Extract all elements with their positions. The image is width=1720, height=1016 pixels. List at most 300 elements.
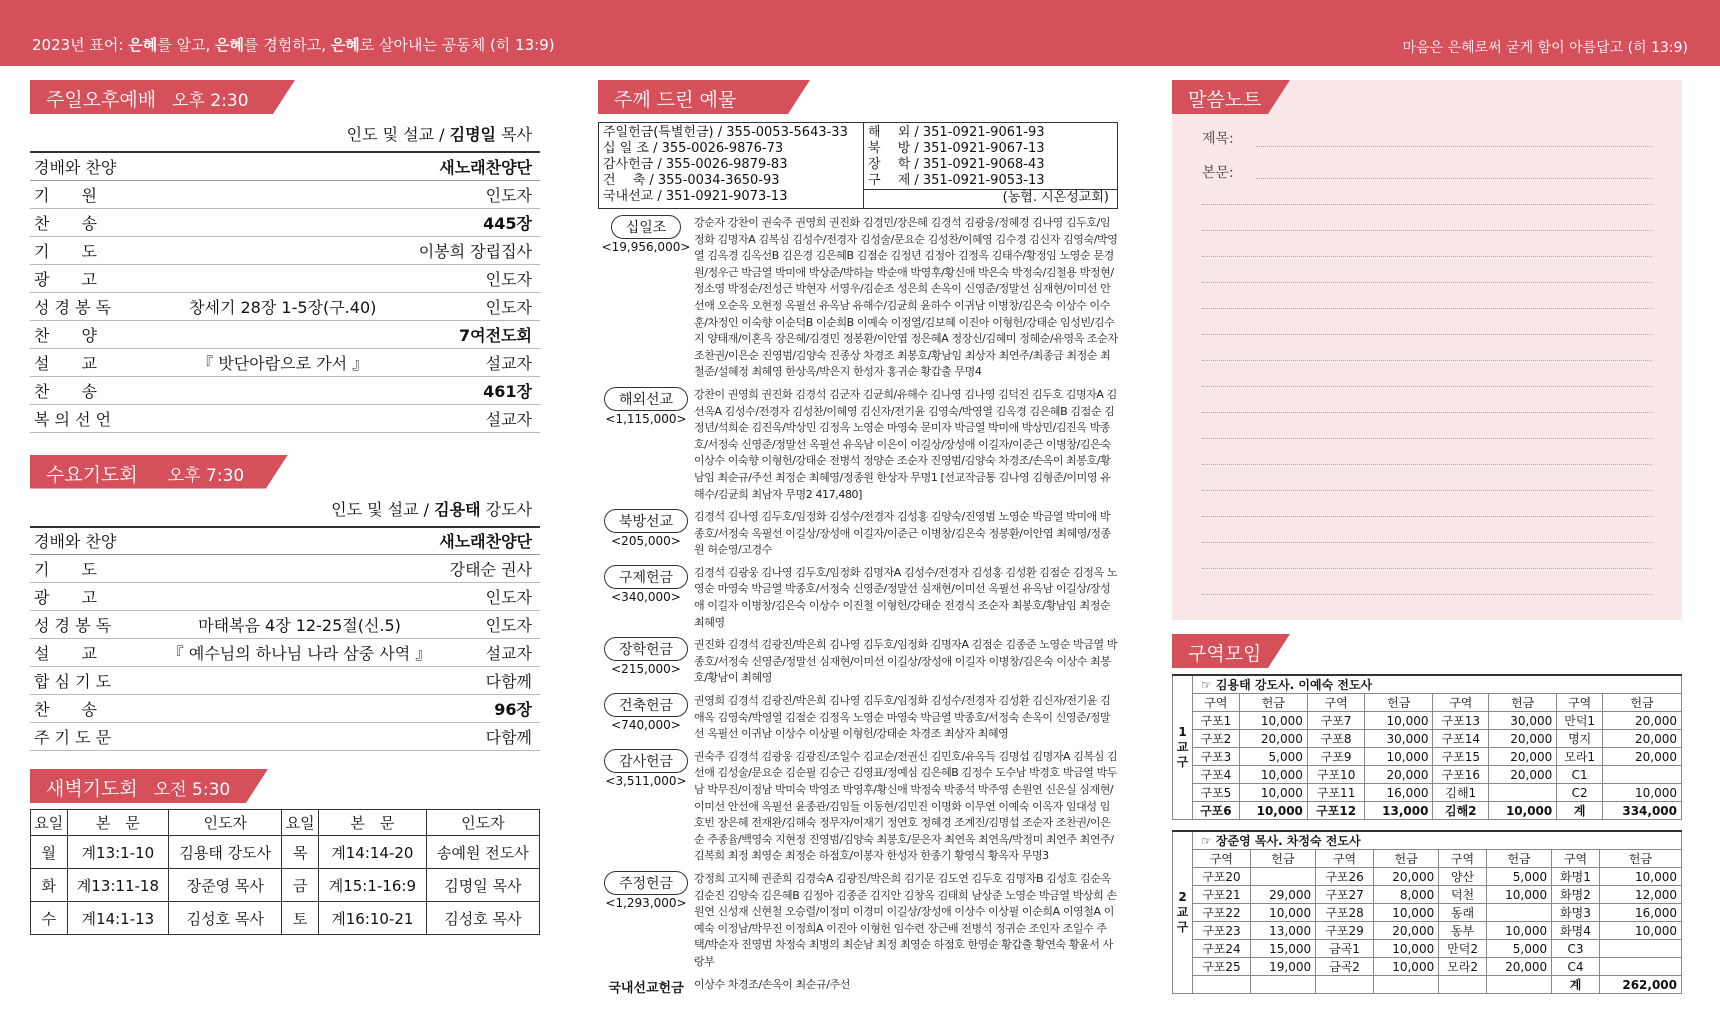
district-cell: 구포26: [1316, 868, 1374, 886]
offering-item: [598, 749, 1118, 865]
district-cell: 만덕1: [1557, 712, 1603, 730]
order-item: 기 원: [30, 180, 170, 208]
wednesday-order: [30, 526, 540, 752]
district-cell: 만덕2: [1439, 940, 1487, 958]
district-row: [1173, 922, 1682, 940]
order-item: 광 고: [30, 264, 170, 292]
order-row: [30, 292, 540, 320]
dawn-header: 새벽기도회 오전 5:30: [30, 769, 540, 803]
district-cell: 구포16: [1433, 766, 1489, 784]
dawn-cell: 월: [31, 836, 68, 869]
dawn-schedule: [30, 809, 540, 935]
bank-name: (농협. 시온성교회): [864, 189, 1117, 206]
offering-type: 구제헌금: [604, 565, 688, 589]
district-cell: 금곡2: [1316, 958, 1374, 976]
note-line: [1202, 464, 1652, 465]
dawn-cell: 김명일 목사: [426, 869, 539, 902]
district-cell: 30,000: [1365, 730, 1433, 748]
district-cell: 구포12: [1307, 802, 1364, 820]
order-person-text: 인도자: [485, 297, 532, 317]
district-cell: 구포8: [1307, 730, 1364, 748]
district-cell: [1486, 976, 1551, 994]
account-line: 십 일 조 / 355-0026-9876-73: [603, 141, 784, 156]
order-person-text: 인도자: [485, 616, 532, 635]
order-row: [30, 583, 540, 611]
offering-names: 김경석 김광웅 김나영 김두호/임정화 김명자A 김성수/전경자 김성홍 김성환 김점순 김정옥 노영순 마영숙 박금열 박종호/서정숙 신영준/정말선 심재현/이미선 옥필선 유옥남 이길상/장성애 이길자 이병창/김은숙 이상수 이진철 이형헌/강태순 전경식 조순자 최봉호/황남임 최정순 최혜영: [694, 565, 1118, 629]
district-row: [1173, 976, 1682, 994]
order-row: [30, 376, 540, 404]
district-row: [1173, 712, 1682, 730]
district-col-header: 헌금: [1603, 694, 1682, 712]
district-cell: 구포15: [1433, 748, 1489, 766]
order-person-text: 96장: [494, 700, 532, 719]
district-cell: 덕천: [1439, 886, 1487, 904]
district-col-header: 헌금: [1486, 850, 1551, 868]
district-cell: 16,000: [1599, 904, 1681, 922]
order-item: 경배와 찬양: [30, 527, 164, 555]
district-cell: [1489, 784, 1557, 802]
order-row: [30, 348, 540, 376]
dawn-col-header: 인도자: [426, 810, 539, 836]
order-detail: [170, 404, 395, 432]
district-cell: 13,000: [1250, 922, 1315, 940]
district-row: [1173, 748, 1682, 766]
district-cell: [1193, 976, 1251, 994]
account-line: 해 외 / 351-0921-9061-93: [868, 125, 1045, 140]
district-cell: 20,000: [1365, 766, 1433, 784]
district-cell: 동부: [1439, 922, 1487, 940]
district-row: [1173, 802, 1682, 820]
district-col-header: 구역: [1193, 694, 1240, 712]
dawn-col-header: 요일: [282, 810, 319, 836]
district-col-header: 헌금: [1365, 694, 1433, 712]
district-cell: 334,000: [1603, 802, 1682, 820]
order-row: [30, 180, 540, 208]
offering-label: [598, 637, 694, 687]
district-cell: 13,000: [1365, 802, 1433, 820]
sunday-header: 주일오후예배 오후 2:30: [30, 80, 540, 114]
offering-type: 북방선교: [604, 509, 688, 533]
order-detail: [170, 376, 395, 404]
dawn-cell: 계13:11-18: [67, 869, 169, 902]
offering-names: 권진화 김경석 김광진/박은희 김나영 김두호/임정화 김명자A 김점순 김종준 노영순 박금열 박종호/서정숙 신영준/정말선 심재현/이미선 이길상/장성애 이길자 이병창/김은숙 이상수 최봉호/황남이 최혜영: [694, 638, 1118, 685]
account-line: 장 학 / 351-0921-9068-43: [868, 157, 1045, 172]
offering-amount: <3,511,000>: [605, 773, 687, 788]
order-detail: 마태복음 4장 12-25절(신.5): [164, 611, 435, 639]
order-row: [30, 639, 540, 667]
note-line: [1202, 204, 1652, 205]
offering-item: [598, 565, 1118, 631]
worship-column: [30, 80, 540, 935]
order-person: [395, 292, 540, 320]
district-col-header: 구역: [1316, 850, 1374, 868]
order-detail: 창세기 28장 1-5장(구.40): [170, 292, 395, 320]
district-row: [1173, 940, 1682, 958]
district-cell: 30,000: [1489, 712, 1557, 730]
district-cell: 구포3: [1193, 748, 1240, 766]
dawn-cell: 계15:1-16:9: [318, 869, 426, 902]
district-cell: 화명1: [1552, 868, 1600, 886]
order-detail: [170, 320, 395, 348]
offering-type: 주정헌금: [604, 871, 688, 895]
order-person-text: 새노래찬양단: [439, 532, 532, 552]
order-row: [30, 320, 540, 348]
district-cell: 화명2: [1552, 886, 1600, 904]
district-cell: 19,000: [1250, 958, 1315, 976]
dawn-cell: 수: [31, 902, 68, 935]
note-line: [1202, 334, 1652, 335]
district-col-header: 헌금: [1250, 850, 1315, 868]
order-person: [395, 320, 540, 348]
district-cell: 김해2: [1433, 802, 1489, 820]
wednesday-header: 수요기도회 오후 7:30: [30, 455, 540, 489]
district-cell: 15,000: [1250, 940, 1315, 958]
order-person-text: 7여전도회: [459, 325, 532, 345]
order-row: [30, 152, 540, 180]
district-cell: 구포25: [1193, 958, 1251, 976]
order-person: [395, 236, 540, 264]
offering-names: 이상수 차경조/손옥이 최순규/주선: [694, 977, 850, 991]
district-cell: 20,000: [1486, 958, 1551, 976]
district-cell: 5,000: [1239, 748, 1307, 766]
order-detail: [164, 667, 435, 695]
offering-label: [598, 977, 694, 996]
district-cell: 20,000: [1489, 748, 1557, 766]
order-person-text: 다함께: [485, 672, 532, 691]
order-row: [30, 555, 540, 583]
order-person: [395, 404, 540, 432]
offering-amount: <340,000>: [611, 589, 681, 604]
order-person-text: 새노래찬양단: [439, 157, 532, 177]
district-col-header: 헌금: [1373, 850, 1438, 868]
note-line: [1256, 178, 1652, 179]
dawn-cell: 목: [282, 836, 319, 869]
district-cell: 구포22: [1193, 904, 1251, 922]
order-person: [435, 723, 540, 751]
district-caption-row: [1173, 675, 1682, 694]
offering-label: [598, 215, 694, 381]
order-person-text: 인도자: [485, 588, 532, 607]
offering-type: 감사헌금: [604, 749, 688, 773]
dawn-cell: 계14:14-20: [318, 836, 426, 869]
order-person-text: 인도자: [485, 269, 532, 289]
district-cell: 구포10: [1307, 766, 1364, 784]
order-person: [395, 264, 540, 292]
offering-amount: <740,000>: [611, 718, 681, 733]
order-detail: [164, 723, 435, 751]
district-cell: [1599, 940, 1681, 958]
order-person-text: 설교자: [485, 409, 532, 429]
offering-type: 장학헌금: [604, 637, 688, 661]
offering-list: [598, 215, 1118, 996]
order-person: [435, 695, 540, 723]
order-item: 합 심 기 도: [30, 667, 164, 695]
district-col-header: 구역: [1552, 850, 1600, 868]
district-cell: 262,000: [1599, 976, 1681, 994]
order-person: [435, 555, 540, 583]
district-cell: 화명3: [1552, 904, 1600, 922]
district-cell: C3: [1552, 940, 1600, 958]
account-line: 감사헌금 / 355-0026-9879-83: [603, 157, 788, 172]
verse: 마음은 은혜로써 굳게 함이 아름답고 (히 13:9): [1402, 40, 1688, 56]
order-detail: [170, 180, 395, 208]
offering-item: [598, 637, 1118, 687]
account-line: 건 축 / 355-0034-3650-93: [603, 173, 780, 188]
order-item: 찬 송: [30, 376, 170, 404]
offering-type: 국내선교헌금: [608, 980, 684, 996]
offering-amount: <1,115,000>: [605, 411, 687, 426]
order-detail: 『 예수님의 하나님 나라 삼중 사역 』: [164, 639, 435, 667]
top-banner: [0, 0, 1720, 66]
district-cell: 10,000: [1486, 922, 1551, 940]
order-item: 성 경 봉 독: [30, 611, 164, 639]
district-cell: [1373, 976, 1438, 994]
district-cell: 10,000: [1486, 886, 1551, 904]
note-line: [1202, 360, 1652, 361]
district-cell: 화명4: [1552, 922, 1600, 940]
district-cell: 20,000: [1373, 868, 1438, 886]
dawn-cell: 김성호 목사: [426, 902, 539, 935]
district-col-header: 구역: [1193, 850, 1251, 868]
order-row: [30, 611, 540, 639]
offering-amount: <205,000>: [611, 534, 681, 549]
district-col-header: 헌금: [1489, 694, 1557, 712]
order-person: [435, 611, 540, 639]
offering-label: [598, 693, 694, 743]
district-cell: 김해1: [1433, 784, 1489, 802]
order-row: [30, 264, 540, 292]
district-cell: 16,000: [1365, 784, 1433, 802]
sermon-note: 말씀노트 제목: 본문:: [1172, 80, 1682, 620]
note-column: [1172, 80, 1682, 994]
offering-label: [598, 871, 694, 971]
offering-type: 십일조: [611, 215, 682, 239]
offering-item: [598, 693, 1118, 743]
account-line: 북 방 / 351-0921-9067-13: [868, 141, 1045, 156]
district-cell: 명지: [1557, 730, 1603, 748]
district-cell: 20,000: [1603, 712, 1682, 730]
order-detail: [164, 695, 435, 723]
sunday-leader: 인도 및 설교 / 김명일 목사: [346, 125, 532, 144]
district-cell: 10,000: [1365, 748, 1433, 766]
order-item: 찬 송: [30, 208, 170, 236]
account-line: 국내선교 / 351-0921-9073-13: [603, 189, 788, 204]
district-cell: 10,000: [1250, 904, 1315, 922]
order-item: 찬 송: [30, 695, 164, 723]
district-tables: [1172, 674, 1682, 994]
order-row: [30, 723, 540, 751]
district-cell: 계: [1552, 976, 1600, 994]
order-item: 찬 양: [30, 320, 170, 348]
offering-item: [598, 871, 1118, 971]
district-row: [1173, 958, 1682, 976]
district-leaders: ☞ 김용태 강도사. 이예숙 전도사: [1193, 675, 1682, 694]
district-table: [1172, 674, 1682, 820]
district-cell: 구포20: [1193, 868, 1251, 886]
dawn-header-row: [31, 810, 540, 836]
account-list-right: [864, 123, 1117, 208]
district-cell: [1439, 976, 1487, 994]
district-leaders: ☞ 장준영 목사. 차정숙 전도사: [1193, 831, 1682, 850]
dawn-col-header: 인도자: [169, 810, 282, 836]
offering-names: 강순자 강찬이 권숙주 권영희 권진화 김경민/장은혜 김경석 김광웅/정혜경 김나영 김두호/임정화 김명자A 김복심 김성수/전경자 김성술/문요순 김성찬/이혜영 김수경 김신자 김영숙/박영열 김옥경 김옥선B 김은경 김은혜B 김점순 김정년 김정아 김정옥 김태수/황정임 노영순 문경원/정우근 박금열 박미애 박상준/박하늘 박순애 박영후/황신애 박은숙 박정숙/김철용 박정현/정소영 박정순/전성근 박현자 서영우/김순조 성은희 손옥이 신영준/정말선 심재현/이미선 안선애 오순옥 오현정 옥필선 유옥남 유해수/김균희 윤하수 이귀남 이병창/김은숙 이상수 이수훈/차정인 이숙향 이순덕B 이순희B 이예숙 이정열/김보혜 이진아 이형헌/강태순 임성빈/김수지 양태재/이혼옥 장은혜/김경민 정봉환/이안엽 정은혜A 정장신/김혜미 정혜순/유영옥 조순자 조찬권/이은순 진영범/김양숙 진종상 차경조 최봉호/황남임 최상자 최연주/최종금 최정순 최철준/설혜정 최혜영 한상옥/박은지 한성자 홍귀순 황갑출 무명4: [694, 216, 1118, 379]
district-col-header: 구역: [1433, 694, 1489, 712]
dawn-cell: 토: [282, 902, 319, 935]
wednesday-leader: 인도 및 설교 / 김용태 강도사: [331, 499, 532, 519]
district-cell: 구포13: [1433, 712, 1489, 730]
district-cell: 20,000: [1603, 730, 1682, 748]
note-line: [1202, 256, 1652, 257]
district-cell: 계: [1557, 802, 1603, 820]
district-cell: [1316, 976, 1374, 994]
district-cell: 5,000: [1486, 940, 1551, 958]
offering-names: 권영희 김경석 김광진/박은희 김나영 김두호/임정화 김성수/전경자 김성환 김신자/전기윤 김애옥 김영숙/박영열 김점순 김정옥 노영순 마영숙 박금열 박종호/서정숙 손옥이 신영준/정말선 옥필선 이귀남 이상수 이상필 이형헌/강태순 차경조 최상자 최혜영: [694, 694, 1111, 741]
note-line: [1202, 230, 1652, 231]
account-list-left: [599, 123, 864, 208]
order-item: 경배와 찬양: [30, 152, 170, 180]
dawn-cell: 김용태 강도사: [169, 836, 282, 869]
order-detail: [164, 555, 435, 583]
district-cell: 구포24: [1193, 940, 1251, 958]
district-header-row: [1173, 850, 1682, 868]
district-cell: 모라2: [1439, 958, 1487, 976]
order-item: 주 기 도 문: [30, 723, 164, 751]
dawn-row: [31, 869, 540, 902]
district-row: [1173, 730, 1682, 748]
note-line: [1256, 146, 1652, 147]
dawn-cell: 김성호 목사: [169, 902, 282, 935]
district-row: [1173, 868, 1682, 886]
district-cell: [1250, 868, 1315, 886]
offering-label: [598, 565, 694, 631]
order-row: [30, 527, 540, 555]
order-person: [395, 376, 540, 404]
district-side: 2 교 구: [1173, 831, 1193, 994]
district-cell: 구포2: [1193, 730, 1240, 748]
order-person: [435, 527, 540, 555]
order-item: 설 교: [30, 348, 170, 376]
note-subject-label: 제목:: [1202, 131, 1234, 147]
order-person-text: 다함께: [485, 728, 532, 747]
order-detail: [170, 236, 395, 264]
account-line: 구 제 / 351-0921-9053-13: [868, 173, 1045, 188]
district-cell: 10,000: [1603, 784, 1682, 802]
note-body-label: 본문:: [1202, 165, 1234, 181]
dawn-col-header: 본 문: [318, 810, 426, 836]
district-cell: 모라1: [1557, 748, 1603, 766]
dawn-row: [31, 902, 540, 935]
offering-item: [598, 509, 1118, 559]
order-row: [30, 695, 540, 723]
order-person: [395, 180, 540, 208]
district-col-header: 구역: [1439, 850, 1487, 868]
district-cell: 구포7: [1307, 712, 1364, 730]
district-cell: 10,000: [1373, 940, 1438, 958]
district-cell: 10,000: [1239, 784, 1307, 802]
account-line: 주일헌금(특별헌금) / 355-0053-5643-33: [603, 125, 848, 140]
dawn-cell: 계14:1-13: [67, 902, 169, 935]
district-row: [1173, 784, 1682, 802]
district-cell: 10,000: [1239, 712, 1307, 730]
note-line: [1202, 282, 1652, 283]
note-line: [1202, 386, 1652, 387]
district-cell: 29,000: [1250, 886, 1315, 904]
offering-amount: <19,956,000>: [601, 240, 691, 254]
order-detail: [170, 208, 395, 236]
note-line: [1202, 516, 1652, 517]
offering-column: [598, 80, 1118, 996]
district-cell: 10,000: [1599, 922, 1681, 940]
offering-type: 건축헌금: [604, 693, 688, 717]
dawn-col-header: 본 문: [67, 810, 169, 836]
order-row: [30, 404, 540, 432]
note-line: [1202, 308, 1652, 309]
district-cell: 10,000: [1373, 904, 1438, 922]
order-item: 설 교: [30, 639, 164, 667]
order-person: [395, 152, 540, 180]
note-line: [1202, 568, 1652, 569]
order-item: 기 도: [30, 555, 164, 583]
district-cell: 10,000: [1239, 802, 1307, 820]
district-cell: 10,000: [1373, 958, 1438, 976]
note-line: [1202, 490, 1652, 491]
motto: 2023년 표어: 은혜를 알고, 은혜를 경험하고, 은혜로 살아내는 공동체 (히 13:9): [32, 36, 555, 54]
district-col-header: 구역: [1557, 694, 1603, 712]
district-cell: 20,000: [1489, 766, 1557, 784]
offering-amount: <215,000>: [611, 662, 681, 677]
district-col-header: 헌금: [1599, 850, 1681, 868]
district-row: [1173, 904, 1682, 922]
district-cell: 20,000: [1603, 748, 1682, 766]
district-cell: 금곡1: [1316, 940, 1374, 958]
order-person: [435, 583, 540, 611]
account-box: [598, 122, 1118, 209]
dawn-cell: 계16:10-21: [318, 902, 426, 935]
district-side: 1 교 구: [1173, 675, 1193, 820]
order-row: [30, 667, 540, 695]
offering-label: [598, 509, 694, 559]
note-line: [1202, 542, 1652, 543]
district-cell: C2: [1557, 784, 1603, 802]
district-cell: 10,000: [1365, 712, 1433, 730]
district-header: 구역모임: [1172, 634, 1682, 668]
district-cell: 8,000: [1373, 886, 1438, 904]
offering-item: [598, 387, 1118, 503]
district-cell: C1: [1557, 766, 1603, 784]
order-person-text: 강태순 권사: [449, 560, 532, 579]
district-cell: 동래: [1439, 904, 1487, 922]
dawn-cell: 송예원 전도사: [426, 836, 539, 869]
district-col-header: 구역: [1307, 694, 1364, 712]
district-cell: 구포5: [1193, 784, 1240, 802]
district-cell: 20,000: [1489, 730, 1557, 748]
district-col-header: 헌금: [1239, 694, 1307, 712]
district-cell: 5,000: [1486, 868, 1551, 886]
order-person-text: 설교자: [485, 353, 532, 373]
district-cell: 20,000: [1373, 922, 1438, 940]
dawn-col-header: 요일: [31, 810, 68, 836]
order-item: 성 경 봉 독: [30, 292, 170, 320]
offering-names: 권숙주 김경석 김광웅 김광진/조일수 김교순/전권신 김민호/유옥득 김명섭 김명자A 김복심 김선애 김성술/문요순 김순필 김승근 김영표/정예심 김은혜B 김정수 도수남 박경호 박금열 박두남 박무진/이정남 박미숙 박영조 박영후/황신애 박정숙 박종석 박주영 손원연 신은실 심재현/이미선 안선애 옥필선 윤종관/김임들 이동현/김민진 이명화 이무연 이예숙 이옥자 임대성 임호빈 장은혜 전재완/김해숙 정무자/이재기 정연호 정혜경 조계진/김명섭 조순자 조찬권/이은순 주종율/백영숙 지현정 진영범/김양숙 최봉호/문은자 최연옥 최연옥/박정미 최연주 최연주/김복희 최정 최영순 최정순 하점호/이봉자 한성자 한종기 황영식 황옥자 무명3: [694, 749, 1118, 863]
order-person: [395, 208, 540, 236]
order-item: 기 도: [30, 236, 170, 264]
district-cell: 10,000: [1489, 802, 1557, 820]
dawn-cell: 금: [282, 869, 319, 902]
offering-label: [598, 749, 694, 865]
offering-header: 주께 드린 예물: [598, 80, 1118, 114]
district-cell: 구포21: [1193, 886, 1251, 904]
offering-item: [598, 215, 1118, 381]
